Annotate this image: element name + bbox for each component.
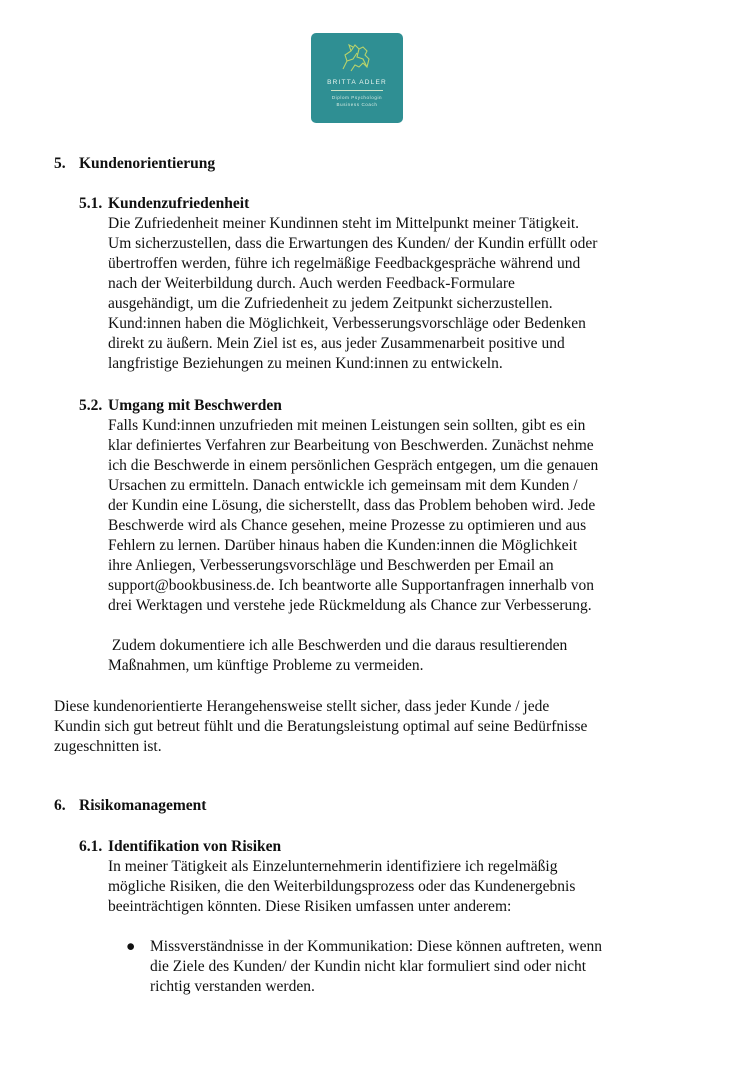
list-item-line: die Ziele des Kunden/ der Kundin nicht klar formuliert sind oder nicht: [150, 958, 587, 975]
logo: [311, 33, 403, 123]
section-5-2-title: Umgang mit Beschwerden: [108, 397, 282, 414]
paragraph-line: Fehlern zu lernen. Darüber hinaus haben die Kunden:innen die Möglichkeit: [108, 537, 578, 554]
paragraph-line: Zudem dokumentiere ich alle Beschwerden und die daraus resultierenden: [108, 637, 568, 654]
paragraph-line: direkt zu äußern. Mein Ziel ist es, aus jeder Zusammenarbeit positive und: [108, 335, 565, 352]
logo-subtitle-1: Diplom Psychologin: [331, 95, 383, 100]
list-item-line: richtig verstanden werden.: [150, 978, 315, 995]
list-item-line: Missverständnisse in der Kommunikation: Diese können auftreten, wenn: [150, 938, 602, 955]
section-6-1-number: 6.1.: [79, 838, 103, 855]
section-5-title: Kundenorientierung: [79, 155, 216, 172]
logo-subtitle-2: Business Coach: [336, 102, 378, 107]
paragraph-line: ausgehändigt, um die Zufriedenheit zu jedem Zeitpunkt sicherzustellen.: [108, 295, 553, 312]
logo-divider: [331, 90, 383, 91]
paragraph-line: der Kundin eine Lösung, die sicherstellt, dass das Problem behoben wird. Jede: [108, 497, 596, 514]
paragraph-line: Beschwerde wird als Chance gesehen, meine Prozesse zu optimieren und aus: [108, 517, 587, 534]
paragraph-line: Falls Kund:innen unzufrieden mit meinen Leistungen sein sollten, gibt es ein: [108, 417, 586, 434]
paragraph-line: mögliche Risiken, die den Weiterbildungsprozess oder das Kundenergebnis: [108, 878, 576, 895]
section-5-1-title: Kundenzufriedenheit: [108, 195, 250, 212]
section-6-title: Risikomanagement: [79, 797, 207, 814]
bullet-icon: ●: [126, 938, 136, 955]
paragraph-line: support@bookbusiness.de. Ich beantworte alle Supportanfragen innerhalb von: [108, 577, 595, 594]
paragraph-line: klar definiertes Verfahren zur Bearbeitung von Beschwerden. Zunächst nehme: [108, 437, 594, 454]
paragraph-line: Maßnahmen, um künftige Probleme zu vermeiden.: [108, 657, 424, 674]
paragraph-line: beeinträchtigen könnten. Diese Risiken umfassen unter anderem:: [108, 898, 512, 915]
paragraph-line: zugeschnitten ist.: [54, 738, 162, 755]
paragraph-line: drei Werktagen und verstehe jede Rückmeldung als Chance zur Verbesserung.: [108, 597, 592, 614]
paragraph-line: langfristige Beziehungen zu meinen Kund:innen zu entwickeln.: [108, 355, 503, 372]
section-5-1-number: 5.1.: [79, 195, 103, 212]
paragraph-line: ich die Beschwerde in einem persönlichen Gespräch entgegen, um die genauen: [108, 457, 599, 474]
section-6-1-title: Identifikation von Risiken: [108, 838, 282, 855]
paragraph-line: Kund:innen haben die Möglichkeit, Verbesserungsvorschläge oder Bedenken: [108, 315, 586, 332]
paragraph-line: ihre Anliegen, Verbesserungsvorschläge und Beschwerden per Email an: [108, 557, 554, 574]
paragraph-line: In meiner Tätigkeit als Einzelunternehmerin identifiziere ich regelmäßig: [108, 858, 558, 875]
paragraph-line: Um sicherzustellen, dass die Erwartungen des Kunden/ der Kundin erfüllt oder: [108, 235, 598, 252]
paragraph-line: Die Zufriedenheit meiner Kundinnen steht im Mittelpunkt meiner Tätigkeit.: [108, 215, 580, 232]
section-5-2-number: 5.2.: [79, 397, 103, 414]
horse-logo-icon: [333, 39, 381, 79]
paragraph-line: nach der Weiterbildung durch. Auch werden Feedback-Formulare: [108, 275, 515, 292]
paragraph-line: Ursachen zu ermitteln. Danach entwickle ich gemeinsam mit dem Kunden /: [108, 477, 578, 494]
logo-name: BRITTA ADLER: [327, 79, 387, 86]
section-5-number: 5.: [54, 155, 66, 172]
section-6-number: 6.: [54, 797, 66, 814]
paragraph-line: übertroffen werden, führe ich regelmäßige Feedbackgespräche während und: [108, 255, 581, 272]
paragraph-line: Kundin sich gut betreut fühlt und die Beratungsleistung optimal auf seine Bedürfnisse: [54, 718, 588, 735]
paragraph-line: Diese kundenorientierte Herangehensweise stellt sicher, dass jeder Kunde / jede: [54, 698, 550, 715]
